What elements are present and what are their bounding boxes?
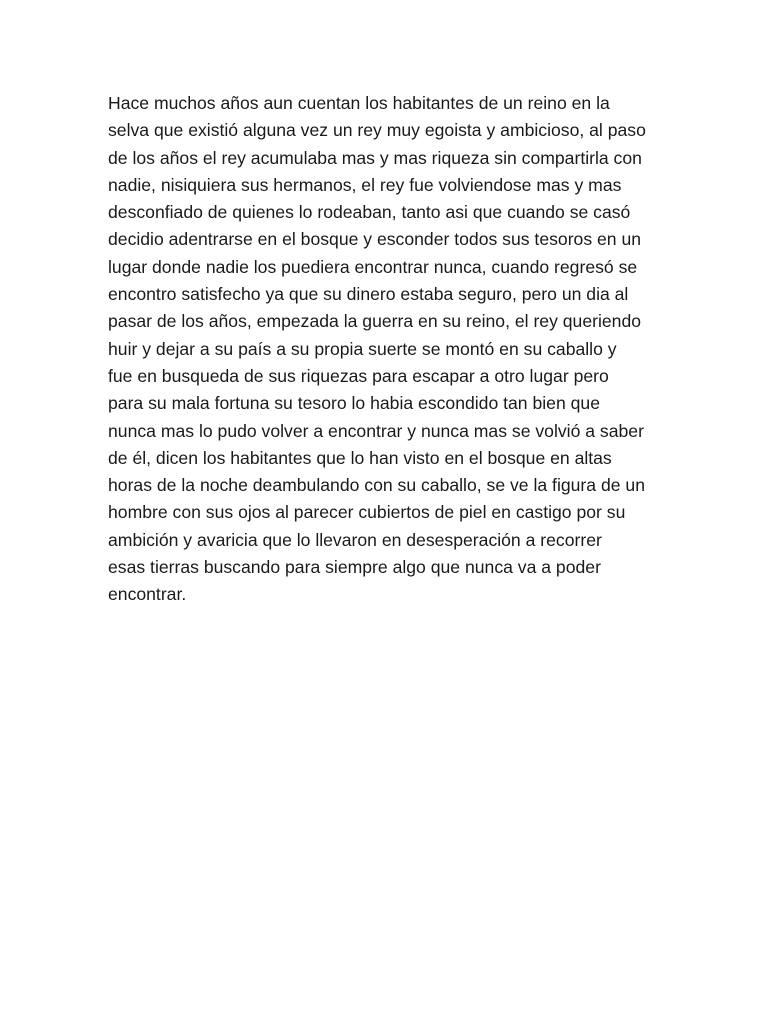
text-line: de él, dicen los habitantes que lo han visto en el bosque en altas: [108, 447, 612, 468]
text-line: fue en busqueda de sus riquezas para escapar a otro lugar pero: [108, 365, 609, 386]
text-line: para su mala fortuna su tesoro lo habia escondido tan bien que: [108, 393, 600, 414]
text-line: hombre con sus ojos al parecer cubiertos de piel en castigo por su: [108, 502, 626, 523]
text-line: de los años el rey acumulaba mas y mas riqueza sin compartirla con: [108, 147, 642, 168]
text-line: Hace muchos años aun cuentan los habitantes de un reino en la: [108, 93, 610, 113]
text-line: horas de la noche deambulando con su caballo, se ve la figura de un: [108, 475, 645, 496]
text-line: pasar de los años, empezada la guerra en su reino, el rey queriendo: [108, 311, 642, 332]
text-line: desconfiado de quienes lo rodeaban, tanto asi que cuando se casó: [108, 202, 631, 223]
text-line: selva que existió alguna vez un rey muy egoista y ambicioso, al paso: [108, 120, 646, 141]
text-line: encontro satisfecho ya que su dinero estaba seguro, pero un dia al: [108, 284, 629, 305]
text-line: decidio adentrarse en el bosque y esconder todos sus tesoros en un: [108, 229, 642, 250]
body-paragraph: [108, 90, 678, 609]
text-line: nadie, nisiquiera sus hermanos, el rey fue volviendose mas y mas: [108, 174, 622, 195]
text-line: nunca mas lo pudo volver a encontrar y nunca mas se volvió a saber: [108, 420, 644, 441]
text-line: esas tierras buscando para siempre algo que nunca va a poder: [108, 557, 601, 578]
text-line: ambición y avaricia que lo llevaron en desesperación a recorrer: [108, 529, 602, 550]
text-line: huir y dejar a su país a su propia suerte se montó en su caballo y: [108, 338, 617, 359]
text-line: lugar donde nadie los puediera encontrar nunca, cuando regresó se: [108, 256, 638, 277]
text-line: encontrar.: [108, 584, 187, 605]
